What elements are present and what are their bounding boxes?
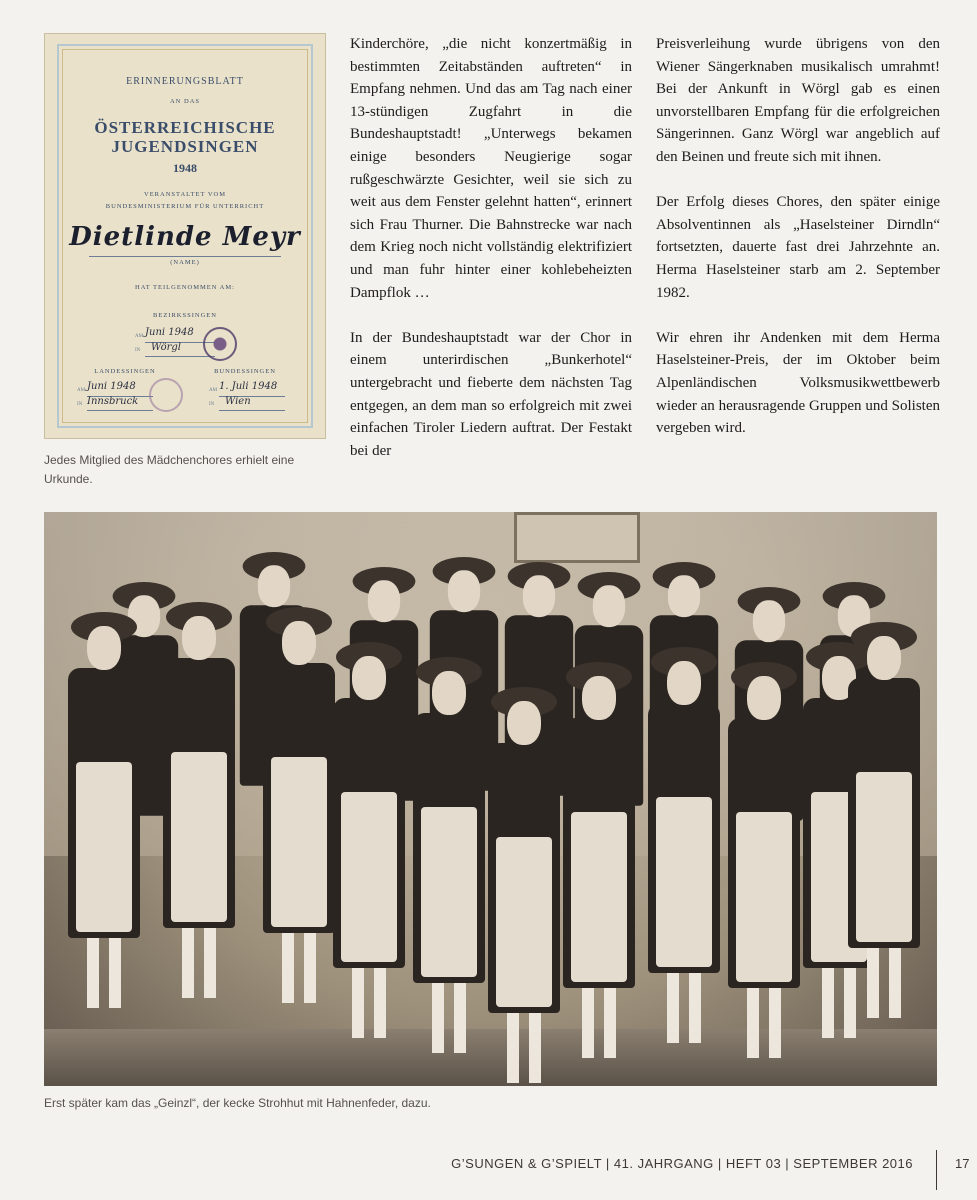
face [368,580,400,622]
choir-member [724,662,804,1086]
certificate-an-das: AN DAS [169,98,201,105]
apron [656,797,712,967]
choir-member [159,602,239,1072]
apron [496,837,552,1007]
certificate-bezirk-in: IN [135,348,141,353]
certificate-landes-place: Innsbruck [87,396,139,407]
face [507,701,541,745]
choir-member [484,687,564,1086]
certificate-bundes-in: IN [209,402,215,407]
footer-divider [936,1150,937,1190]
certificate-title-line2: JUGENDSINGEN [111,137,259,156]
choir-member [329,642,409,1086]
face [448,570,480,612]
certificate-caption: Jedes Mitglied des Mädchenchores erhielt eine Urkunde. [44,453,295,486]
choir-member [644,647,724,1086]
page-number: 17 [955,1156,970,1171]
apron [271,757,327,927]
certificate-bezirk-place: Wörgl [151,342,181,353]
apron [341,792,397,962]
face [258,565,290,607]
face [582,676,616,720]
paragraph: Preisverleihung wurde übrigens von den Wiener Sängerknaben musikalisch umrahmt! Bei der Ankunft in Wörgl gab es einen unvorstellbaren Empfang für die erfolgreichen Sängerinnen. Ganz Wörgl war angeblich auf den Beinen und freute sich mit ihnen. [656,36,940,165]
certificate-title-line1: ÖSTERREICHISCHE [94,118,276,137]
choir-member [844,622,924,1086]
certificate-landes-am: AM [77,388,86,393]
certificate-frame [57,44,313,428]
photo-wall-picture [514,512,640,563]
certificate-name-rule [89,256,281,257]
face [668,575,700,617]
certificate-stamp-bezirk [203,327,237,361]
choir-member [64,612,144,1082]
photo-caption: Erst später kam das „Geinzl“, der kecke Strohhut mit Hahnenfeder, dazu. [44,1096,431,1110]
choir-group-photo [44,512,937,1086]
certificate-year: 1948 [173,161,197,175]
socks [352,968,386,1038]
socks [667,973,701,1043]
certificate-ministry: BUNDESMINISTERIUM FÜR UNTERRICHT [105,203,265,210]
socks [182,928,216,998]
certificate-landes-place-rule [87,410,153,411]
face [667,661,701,705]
paragraph: In der Bundeshauptstadt war der Chor in einem unterirdischen „Bunkerhotel“ untergebracht und fieberte dem nächsten Tag entgegen, an dem man so erfolgreich mit zwei einfachen Tiroler Liedern auftrat. Der Festakt bei der [350,329,632,459]
certificate-stamp-landes [149,378,183,412]
face [523,575,555,617]
paragraph: Wir ehren ihr Andenken mit dem Herma Haselsteiner-Preis, der im Oktober beim Alpenländischen Volksmusikwettbewerb wieder an herausragende Gruppen und Solisten vergeben wird. [656,329,940,437]
face [753,600,785,642]
certificate-landessingen: LANDESSINGEN [94,368,156,375]
paragraph: Kinderchöre, „die nicht konzertmäßig in bestimmten Zeitabständen auftreten“ in Empfang nehmen. Und das am Tag nach einer 13-stündigen Zugfahrt in die Bundeshauptstadt! „Unterwegs bekamen einige besonders Neugierige sogar rußgeschwärzte Gesichter, weil sie sich zu weit aus dem Fenster gelehnt hatten“, erinnert sich Frau Thurner. Die Bahnstrecke war nach dem Krieg noch nicht vollständig elektrifiziert und man fuhr hinter einer kohlebeheizten Dampflok … [350,36,632,301]
certificate-bezirk-date: Juni 1948 [145,327,194,338]
face [182,616,216,660]
apron [571,812,627,982]
certificate-landes-date: Juni 1948 [87,381,136,392]
certificate-image [44,33,326,439]
certificate-bundessingen: BUNDESSINGEN [214,368,276,375]
certificate-bezirk-am: AM [135,334,144,339]
apron [171,752,227,922]
socks [87,938,121,1008]
choir-member [409,657,489,1086]
face [87,626,121,670]
face [747,676,781,720]
certificate-participated: HAT TEILGENOMMEN AM: [135,284,235,291]
socks [747,988,781,1058]
socks [867,948,901,1018]
certificate-recipient-name: Dietlinde Meyr [69,222,301,252]
face [282,621,316,665]
face [352,656,386,700]
apron [736,812,792,982]
certificate-bundes-place-rule [219,410,285,411]
certificate-bezirkssingen: BEZIRKSSINGEN [153,312,217,319]
socks [282,933,316,1003]
socks [432,983,466,1053]
apron [421,807,477,977]
choir-member [559,662,639,1086]
face [432,671,466,715]
certificate-bezirk-place-rule [145,356,215,357]
socks [582,988,616,1058]
apron [856,772,912,942]
face [867,636,901,680]
text-column-2 [656,33,940,462]
certificate-bundes-date: 1. Juli 1948 [219,381,278,392]
certificate-bundes-place: Wien [225,396,251,407]
publication-footer: G’SUNGEN & G’SPIELT | 41. JAHRGANG | HEFT 03 | SEPTEMBER 2016 [451,1156,913,1171]
socks [507,1013,541,1083]
certificate-name-label: (NAME) [170,259,200,266]
certificate-bundes-am: AM [209,388,218,393]
paragraph: Der Erfolg dieses Chores, den später einige Absolventinnen als „Haselsteiner Dirndln“ fortsetzten, dauerte fast drei Jahrzehnte an. Herma Haselsteiner starb am 2. September 1982. [656,194,940,301]
certificate-landes-in: IN [77,402,83,407]
face [593,585,625,627]
certificate-veranstaltet: VERANSTALTET VOM [144,191,226,198]
apron [76,762,132,932]
certificate-heading: ERINNERUNGSBLATT [126,76,244,87]
choir-member [259,607,339,1077]
text-column-1 [350,33,632,485]
